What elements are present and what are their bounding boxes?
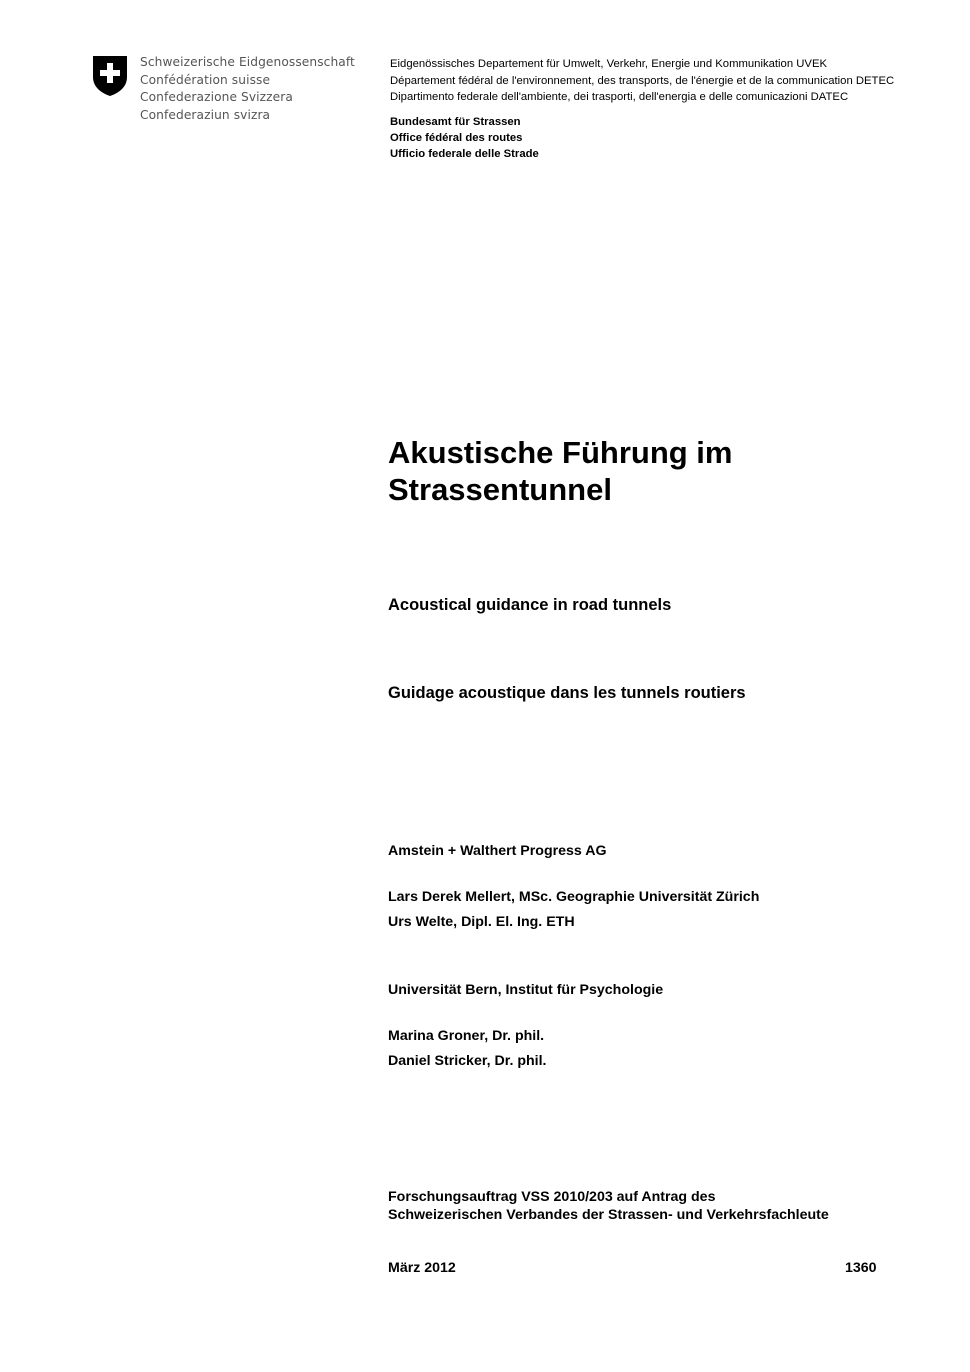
research-mandate-line-2: Schweizerischen Verbandes der Strassen- und Verkehrsfachleute	[388, 1206, 829, 1223]
publication-date: März 2012	[388, 1260, 456, 1276]
title-line-1: Akustische Führung im	[388, 435, 733, 470]
swiss-cross-shield-icon	[91, 55, 129, 97]
office-name-it: Ufficio federale delle Strade	[390, 148, 539, 161]
department-name-it: Dipartimento federale dell'ambiente, dei trasporti, dell'energia e delle comunicazioni DATEC	[390, 91, 849, 103]
confederation-name-fr: Confédération suisse	[140, 72, 271, 87]
confederation-name-rm: Confederaziun svizra	[140, 107, 271, 122]
author-stricker: Daniel Stricker, Dr. phil.	[388, 1053, 547, 1069]
author-groner: Marina Groner, Dr. phil.	[388, 1028, 545, 1044]
department-block	[390, 56, 894, 106]
title-line-2: Strassentunnel	[388, 472, 612, 507]
author-organization-2: Universität Bern, Institut für Psychologie	[388, 982, 664, 998]
author-mellert: Lars Derek Mellert, MSc. Geographie Universität Zürich	[388, 889, 760, 905]
subtitle-english: Acoustical guidance in road tunnels	[388, 596, 672, 614]
subtitle-french: Guidage acoustique dans les tunnels routiers	[388, 684, 746, 702]
research-mandate	[388, 1189, 829, 1224]
report-number: 1360	[845, 1260, 877, 1276]
research-mandate-line-1: Forschungsauftrag VSS 2010/203 auf Antrag des	[388, 1189, 716, 1205]
department-name-fr: Département fédéral de l'environnement, des transports, de l'énergie et de la communication DETEC	[390, 74, 895, 87]
confederation-name-it: Confederazione Svizzera	[140, 90, 293, 104]
office-name-fr: Office fédéral des routes	[390, 132, 523, 145]
office-name-de: Bundesamt für Strassen	[390, 116, 521, 128]
department-name-de: Eidgenössisches Departement für Umwelt, Verkehr, Energie und Kommunikation UVEK	[390, 58, 828, 70]
confederation-name-de: Schweizerische Eidgenossenschaft	[140, 55, 355, 69]
author-welte: Urs Welte, Dipl. El. Ing. ETH	[388, 914, 575, 930]
confederation-names	[140, 54, 355, 124]
author-organization-1: Amstein + Walthert Progress AG	[388, 843, 607, 859]
document-title	[388, 434, 908, 508]
office-block	[390, 114, 539, 163]
